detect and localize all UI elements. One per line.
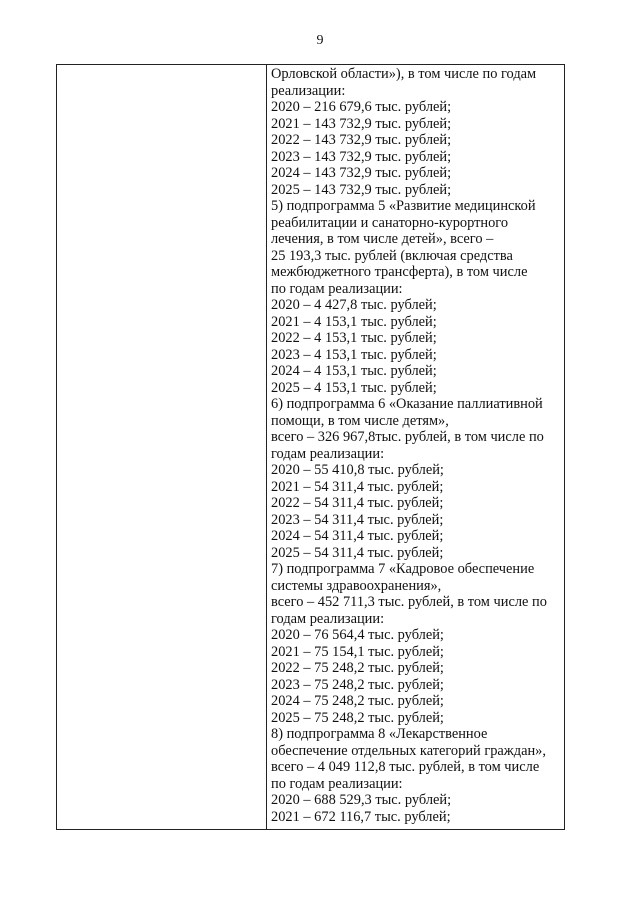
text-line: 2022 – 143 732,9 тыс. рублей; [271, 132, 452, 148]
text-line: 6) подпрограмма 6 «Оказание паллиативной [271, 396, 543, 412]
text-line: 7) подпрограмма 7 «Кадровое обеспечение [271, 561, 535, 577]
text-line: межбюджетного трансферта), в том числе [271, 264, 528, 280]
text-line: помощи, в том числе детям», [271, 412, 449, 429]
text-line: 2023 – 4 153,1 тыс. рублей; [271, 346, 437, 363]
text-line: всего – 4 049 112,8 тыс. рублей, в том числе [271, 759, 540, 775]
text-line: 5) подпрограмма 5 «Развитие медицинской [271, 198, 536, 214]
text-line: 2025 – 75 248,2 тыс. рублей; [271, 709, 444, 726]
text-line: 8) подпрограмма 8 «Лекарственное [271, 726, 488, 742]
text-line: по годам реализации: [271, 280, 403, 297]
text-line: лечения, в том числе детей», всего – [271, 231, 494, 247]
text-line: 2020 – 76 564,4 тыс. рублей; [271, 627, 444, 643]
text-line: реализации: [271, 82, 346, 99]
text-line: 2025 – 143 732,9 тыс. рублей; [271, 181, 452, 198]
text-line: 2020 – 216 679,6 тыс. рублей; [271, 99, 452, 115]
text-line: 2022 – 54 311,4 тыс. рублей; [271, 495, 444, 511]
text-line: 2023 – 75 248,2 тыс. рублей; [271, 676, 444, 693]
text-line: Орловской области»), в том числе по годам [271, 66, 537, 82]
page-number: 9 [316, 33, 324, 48]
column-divider [266, 65, 267, 829]
text-line: 2021 – 672 116,7 тыс. рублей; [271, 808, 451, 825]
document-table [56, 64, 565, 830]
text-line: 2024 – 75 248,2 тыс. рублей; [271, 693, 444, 709]
text-line: 2024 – 54 311,4 тыс. рублей; [271, 528, 444, 544]
text-line: всего – 326 967,8тыс. рублей, в том числе по [271, 429, 544, 445]
text-line: по годам реализации: [271, 775, 403, 792]
text-line: годам реализации: [271, 445, 385, 462]
text-line: 2021 – 75 154,1 тыс. рублей; [271, 643, 444, 660]
text-line: всего – 452 711,3 тыс. рублей, в том числе по [271, 594, 547, 610]
text-line: 2024 – 143 732,9 тыс. рублей; [271, 165, 452, 181]
text-line: 2023 – 54 311,4 тыс. рублей; [271, 511, 444, 528]
table-right-cell [271, 66, 563, 825]
text-line: 25 193,3 тыс. рублей (включая средства [271, 247, 513, 264]
text-line: реабилитации и санаторно-курортного [271, 214, 509, 231]
text-line: годам реализации: [271, 610, 385, 627]
text-line: 2020 – 688 529,3 тыс. рублей; [271, 792, 452, 808]
text-line: 2022 – 4 153,1 тыс. рублей; [271, 330, 437, 346]
text-line: 2020 – 4 427,8 тыс. рублей; [271, 297, 437, 313]
text-line: 2022 – 75 248,2 тыс. рублей; [271, 660, 444, 676]
text-line: системы здравоохранения», [271, 577, 442, 594]
text-line: 2025 – 54 311,4 тыс. рублей; [271, 544, 444, 561]
text-line: обеспечение отдельных категорий граждан», [271, 742, 546, 759]
text-line: 2021 – 143 732,9 тыс. рублей; [271, 115, 452, 132]
text-line: 2023 – 143 732,9 тыс. рублей; [271, 148, 452, 165]
text-line: 2020 – 55 410,8 тыс. рублей; [271, 462, 444, 478]
text-line: 2025 – 4 153,1 тыс. рублей; [271, 379, 437, 396]
text-line: 2021 – 54 311,4 тыс. рублей; [271, 478, 444, 495]
text-line: 2021 – 4 153,1 тыс. рублей; [271, 313, 437, 330]
text-line: 2024 – 4 153,1 тыс. рублей; [271, 363, 437, 379]
